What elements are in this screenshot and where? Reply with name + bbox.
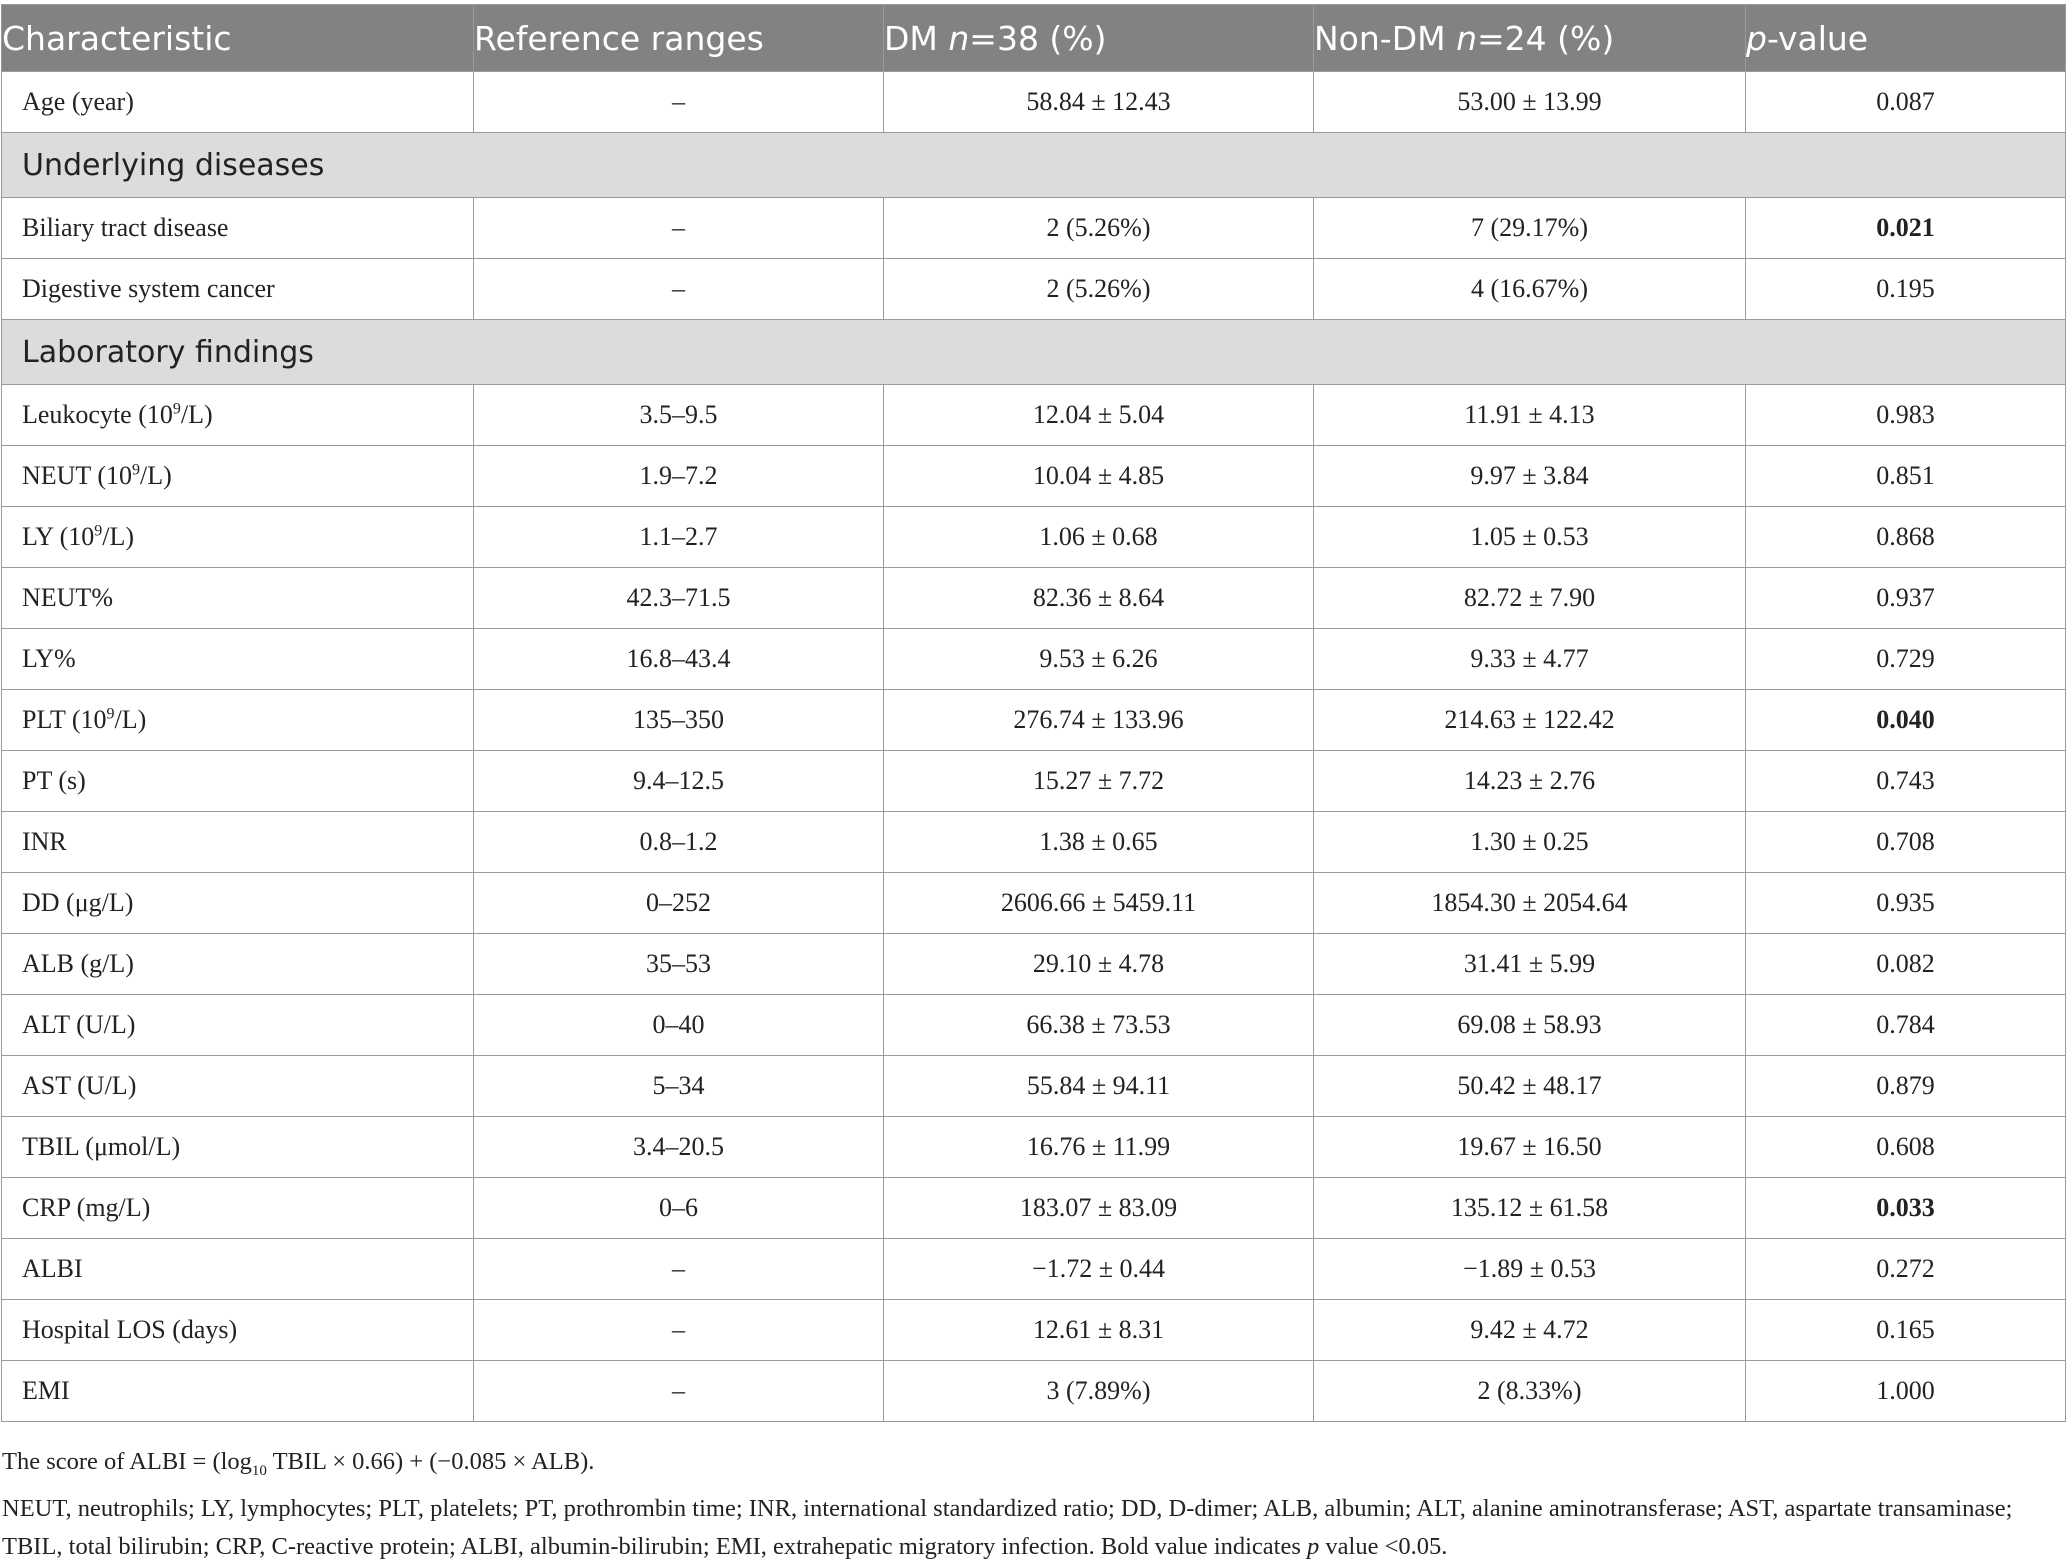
row-p-value: 0.879 xyxy=(1746,1056,2066,1117)
row-p-value: 0.040 xyxy=(1746,690,2066,751)
row-p-value: 0.729 xyxy=(1746,629,2066,690)
row-non-dm-value: 1.30 ± 0.25 xyxy=(1314,812,1746,873)
row-characteristic xyxy=(2,812,474,873)
abbreviations-p: p xyxy=(1307,1532,1320,1560)
table-row xyxy=(2,72,2066,133)
row-reference-range: 1.9–7.2 xyxy=(474,446,884,507)
table-row xyxy=(2,1117,2066,1178)
row-non-dm-value: 9.97 ± 3.84 xyxy=(1314,446,1746,507)
row-reference-range: 0–252 xyxy=(474,873,884,934)
row-p-value: 0.608 xyxy=(1746,1117,2066,1178)
row-reference-range: – xyxy=(474,1239,884,1300)
row-non-dm-value: 31.41 ± 5.99 xyxy=(1314,934,1746,995)
table-row xyxy=(2,568,2066,629)
row-reference-range: 9.4–12.5 xyxy=(474,751,884,812)
header-characteristic: Characteristic xyxy=(2,5,474,72)
row-name-suffix: /L) xyxy=(140,461,172,490)
row-name: LY% xyxy=(22,644,76,673)
header-dm-prefix: DM xyxy=(884,18,949,58)
row-name: INR xyxy=(22,827,67,856)
row-name-sup: 9 xyxy=(132,461,141,479)
row-characteristic xyxy=(2,690,474,751)
row-p-value: 0.087 xyxy=(1746,72,2066,133)
abbreviations-text: NEUT, neutrophils; LY, lymphocytes; PLT, platelets; PT, prothrombin time; INR, international standardized ratio; DD, D-dimer; ALB, albumin; ALT, alanine aminotransferase; AST, aspartate transaminase; TBIL, total bilirubin; CRP, C-reactive protein; ALBI, albumin-bilirubin; EMI, extrahepatic migratory infection. Bold value indicates xyxy=(2,1494,2013,1560)
row-characteristic xyxy=(2,1056,474,1117)
row-name-suffix: /L) xyxy=(114,705,147,734)
section-title: Underlying diseases xyxy=(2,133,2066,198)
row-reference-range: – xyxy=(474,1300,884,1361)
row-name: LY (10 xyxy=(22,522,95,551)
row-non-dm-value: 11.91 ± 4.13 xyxy=(1314,385,1746,446)
row-characteristic xyxy=(2,198,474,259)
row-dm-value: 12.04 ± 5.04 xyxy=(884,385,1314,446)
table-header-row xyxy=(2,5,2066,72)
albi-formula-a: The score of ALBI = (log xyxy=(2,1448,252,1475)
row-dm-value: 183.07 ± 83.09 xyxy=(884,1178,1314,1239)
row-non-dm-value: −1.89 ± 0.53 xyxy=(1314,1239,1746,1300)
table-row xyxy=(2,690,2066,751)
row-p-value: 0.743 xyxy=(1746,751,2066,812)
row-characteristic xyxy=(2,1117,474,1178)
row-reference-range: – xyxy=(474,72,884,133)
row-p-value: 0.935 xyxy=(1746,873,2066,934)
row-name: ALBI xyxy=(22,1254,83,1283)
row-non-dm-value: 214.63 ± 122.42 xyxy=(1314,690,1746,751)
row-dm-value: −1.72 ± 0.44 xyxy=(884,1239,1314,1300)
table-row xyxy=(2,995,2066,1056)
header-dm-suffix: =38 (%) xyxy=(969,18,1107,58)
row-non-dm-value: 9.33 ± 4.77 xyxy=(1314,629,1746,690)
row-dm-value: 15.27 ± 7.72 xyxy=(884,751,1314,812)
row-reference-range: 0–40 xyxy=(474,995,884,1056)
row-dm-value: 9.53 ± 6.26 xyxy=(884,629,1314,690)
row-dm-value: 276.74 ± 133.96 xyxy=(884,690,1314,751)
row-reference-range: 42.3–71.5 xyxy=(474,568,884,629)
row-characteristic xyxy=(2,259,474,320)
row-p-value: 0.033 xyxy=(1746,1178,2066,1239)
header-dm-n: n xyxy=(948,18,970,58)
row-dm-value: 12.61 ± 8.31 xyxy=(884,1300,1314,1361)
table-row xyxy=(2,198,2066,259)
row-dm-value: 66.38 ± 73.53 xyxy=(884,995,1314,1056)
characteristics-table xyxy=(1,4,2066,1422)
row-non-dm-value: 7 (29.17%) xyxy=(1314,198,1746,259)
header-non-dm xyxy=(1314,5,1746,72)
row-name-sup: 9 xyxy=(94,522,103,540)
row-non-dm-value: 4 (16.67%) xyxy=(1314,259,1746,320)
abbreviations-end: value <0.05. xyxy=(1319,1532,1448,1560)
row-dm-value: 1.06 ± 0.68 xyxy=(884,507,1314,568)
row-name-sup: 9 xyxy=(106,705,115,723)
row-reference-range: 3.4–20.5 xyxy=(474,1117,884,1178)
table-footnotes xyxy=(2,1443,2062,1566)
table-row xyxy=(2,1239,2066,1300)
row-reference-range: – xyxy=(474,1361,884,1422)
table-row xyxy=(2,1361,2066,1422)
row-dm-value: 16.76 ± 11.99 xyxy=(884,1117,1314,1178)
row-non-dm-value: 2 (8.33%) xyxy=(1314,1361,1746,1422)
row-dm-value: 2606.66 ± 5459.11 xyxy=(884,873,1314,934)
table-row xyxy=(2,629,2066,690)
row-name: NEUT (10 xyxy=(22,461,133,490)
header-reference-ranges: Reference ranges xyxy=(474,5,884,72)
table-row xyxy=(2,259,2066,320)
table-row xyxy=(2,1178,2066,1239)
row-name: Digestive system cancer xyxy=(22,274,275,303)
table-row xyxy=(2,1300,2066,1361)
row-p-value: 0.195 xyxy=(1746,259,2066,320)
row-name: NEUT% xyxy=(22,583,113,612)
header-nondm-suffix: =24 (%) xyxy=(1477,18,1615,58)
row-reference-range: 3.5–9.5 xyxy=(474,385,884,446)
row-characteristic xyxy=(2,385,474,446)
row-reference-range: – xyxy=(474,198,884,259)
row-reference-range: – xyxy=(474,259,884,320)
row-name-suffix: /L) xyxy=(102,522,135,551)
albi-formula-note xyxy=(2,1443,2062,1490)
row-name: EMI xyxy=(22,1376,70,1405)
row-reference-range: 1.1–2.7 xyxy=(474,507,884,568)
header-p-suffix: -value xyxy=(1766,18,1869,58)
table-row xyxy=(2,385,2066,446)
table-row xyxy=(2,873,2066,934)
header-nondm-n: n xyxy=(1456,18,1477,58)
row-non-dm-value: 19.67 ± 16.50 xyxy=(1314,1117,1746,1178)
row-characteristic xyxy=(2,1361,474,1422)
row-dm-value: 3 (7.89%) xyxy=(884,1361,1314,1422)
row-dm-value: 29.10 ± 4.78 xyxy=(884,934,1314,995)
row-name: ALT (U/L) xyxy=(22,1010,136,1039)
header-nondm-prefix: Non-DM xyxy=(1314,18,1457,58)
table-row xyxy=(2,751,2066,812)
row-non-dm-value: 9.42 ± 4.72 xyxy=(1314,1300,1746,1361)
abbreviations-note xyxy=(2,1490,2062,1566)
row-characteristic xyxy=(2,1300,474,1361)
row-p-value: 0.937 xyxy=(1746,568,2066,629)
row-characteristic xyxy=(2,1239,474,1300)
row-non-dm-value: 1.05 ± 0.53 xyxy=(1314,507,1746,568)
section-header-row xyxy=(2,320,2066,385)
row-characteristic xyxy=(2,751,474,812)
row-dm-value: 58.84 ± 12.43 xyxy=(884,72,1314,133)
row-name: TBIL (μmol/L) xyxy=(22,1132,181,1161)
row-name: CRP (mg/L) xyxy=(22,1193,151,1222)
row-characteristic xyxy=(2,72,474,133)
row-p-value: 0.784 xyxy=(1746,995,2066,1056)
row-non-dm-value: 50.42 ± 48.17 xyxy=(1314,1056,1746,1117)
row-dm-value: 55.84 ± 94.11 xyxy=(884,1056,1314,1117)
row-name: AST (U/L) xyxy=(22,1071,137,1100)
row-name: ALB (g/L) xyxy=(22,949,134,978)
row-dm-value: 82.36 ± 8.64 xyxy=(884,568,1314,629)
row-dm-value: 10.04 ± 4.85 xyxy=(884,446,1314,507)
row-characteristic xyxy=(2,995,474,1056)
table-row xyxy=(2,934,2066,995)
row-characteristic xyxy=(2,446,474,507)
row-name: DD (μg/L) xyxy=(22,888,134,917)
row-reference-range: 5–34 xyxy=(474,1056,884,1117)
row-characteristic xyxy=(2,873,474,934)
row-p-value: 0.851 xyxy=(1746,446,2066,507)
row-reference-range: 0.8–1.2 xyxy=(474,812,884,873)
table-row xyxy=(2,1056,2066,1117)
row-non-dm-value: 135.12 ± 61.58 xyxy=(1314,1178,1746,1239)
row-name: Leukocyte (10 xyxy=(22,400,173,429)
row-name-sup: 9 xyxy=(172,400,181,418)
row-p-value: 0.708 xyxy=(1746,812,2066,873)
section-title: Laboratory findings xyxy=(2,320,2066,385)
row-p-value: 0.983 xyxy=(1746,385,2066,446)
row-non-dm-value: 82.72 ± 7.90 xyxy=(1314,568,1746,629)
row-name-suffix: /L) xyxy=(180,400,213,429)
row-characteristic xyxy=(2,507,474,568)
row-p-value: 1.000 xyxy=(1746,1361,2066,1422)
row-dm-value: 2 (5.26%) xyxy=(884,259,1314,320)
row-non-dm-value: 14.23 ± 2.76 xyxy=(1314,751,1746,812)
table-row xyxy=(2,812,2066,873)
row-p-value: 0.082 xyxy=(1746,934,2066,995)
row-name: PLT (10 xyxy=(22,705,107,734)
row-reference-range: 35–53 xyxy=(474,934,884,995)
row-p-value: 0.021 xyxy=(1746,198,2066,259)
row-reference-range: 16.8–43.4 xyxy=(474,629,884,690)
row-p-value: 0.868 xyxy=(1746,507,2066,568)
row-characteristic xyxy=(2,568,474,629)
table-row xyxy=(2,446,2066,507)
row-p-value: 0.272 xyxy=(1746,1239,2066,1300)
albi-formula-b: TBIL × 0.66) + (−0.085 × ALB). xyxy=(266,1448,595,1475)
row-dm-value: 1.38 ± 0.65 xyxy=(884,812,1314,873)
row-reference-range: 135–350 xyxy=(474,690,884,751)
row-reference-range: 0–6 xyxy=(474,1178,884,1239)
albi-formula-sub: 10 xyxy=(251,1462,267,1479)
row-p-value: 0.165 xyxy=(1746,1300,2066,1361)
row-characteristic xyxy=(2,1178,474,1239)
row-dm-value: 2 (5.26%) xyxy=(884,198,1314,259)
table-body xyxy=(2,72,2066,1422)
table-row xyxy=(2,507,2066,568)
header-p-italic: p xyxy=(1746,18,1767,58)
row-characteristic xyxy=(2,934,474,995)
row-characteristic xyxy=(2,629,474,690)
row-non-dm-value: 53.00 ± 13.99 xyxy=(1314,72,1746,133)
header-dm xyxy=(884,5,1314,72)
row-name: Age (year) xyxy=(22,87,134,116)
row-non-dm-value: 1854.30 ± 2054.64 xyxy=(1314,873,1746,934)
row-name: Biliary tract disease xyxy=(22,213,229,242)
header-p-value xyxy=(1746,5,2066,72)
row-non-dm-value: 69.08 ± 58.93 xyxy=(1314,995,1746,1056)
row-name: PT (s) xyxy=(22,766,86,795)
section-header-row xyxy=(2,133,2066,198)
row-name: Hospital LOS (days) xyxy=(22,1315,238,1344)
